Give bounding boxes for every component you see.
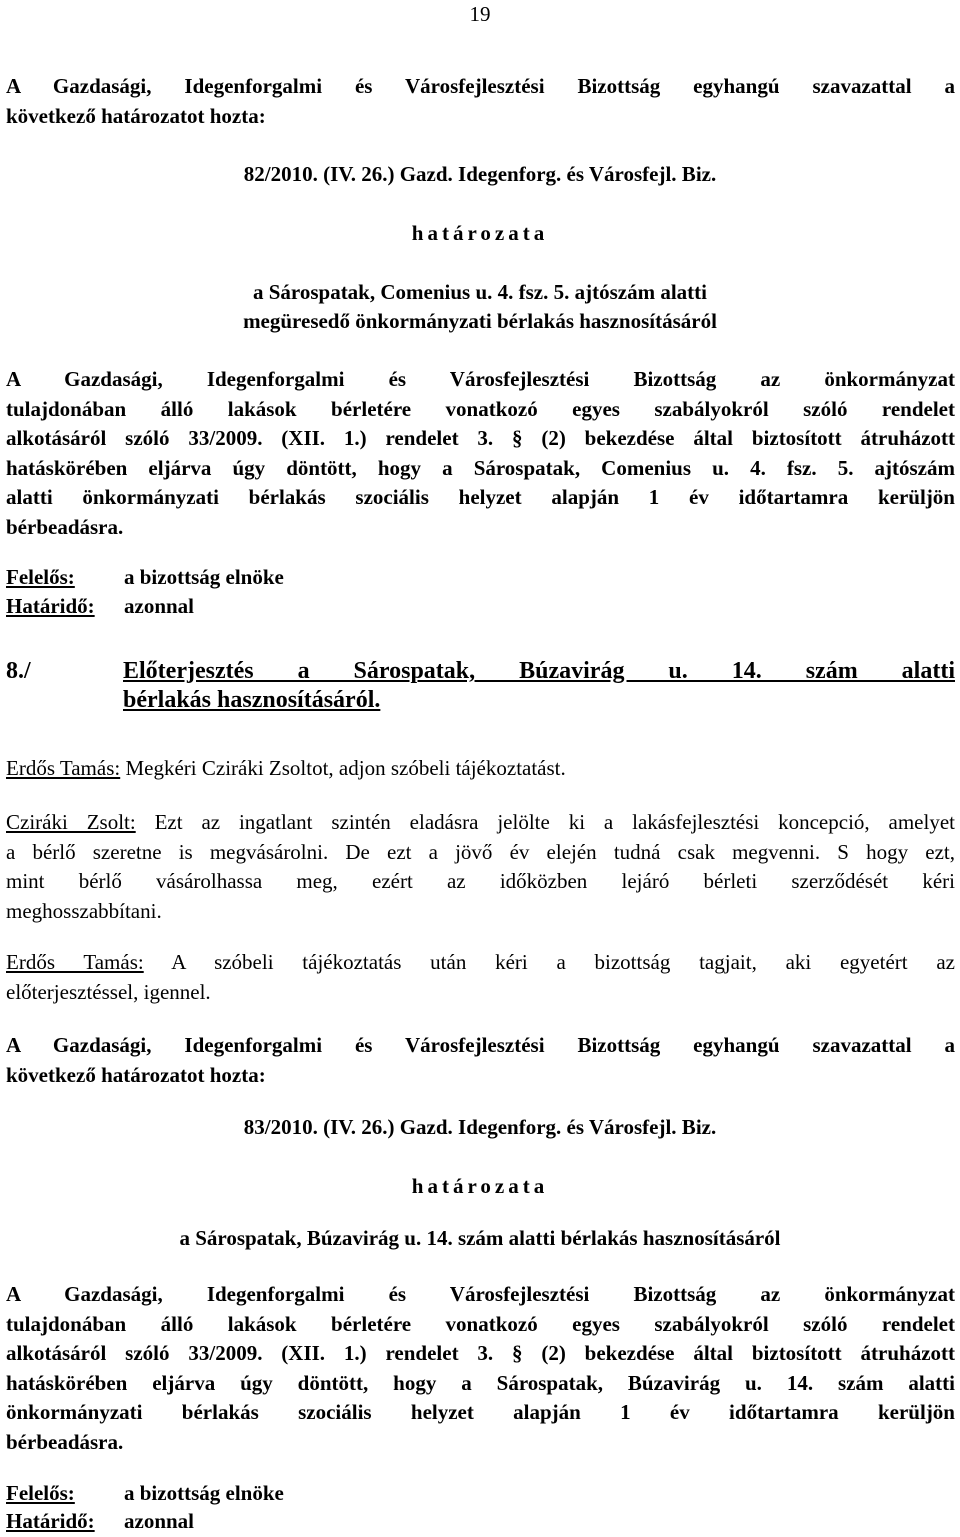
deadline-value: azonnal [124,594,195,618]
resolution-heading-2: határozata [411,1174,549,1198]
body-line: A Gazdasági, Idegenforgalmi és Városfejlesztési Bizottság az önkormányzat [6,1282,955,1306]
deadline-label: Határidő: [6,1509,95,1533]
agenda-title [123,657,955,715]
intro-line: következő határozatot hozta: [6,103,266,128]
resolution-heading-1: határozata [411,221,549,245]
speech-line: előterjesztéssel, igennel. [6,979,211,1004]
body-line: hatáskörében eljárva úgy döntött, hogy a Sárospatak, Búzavirág u. 14. szám alatti [6,1370,955,1395]
speech-text: A szóbeli tájékoztatás után kéri a bizottság tagjait, aki egyetért az [143,950,955,974]
responsible-label: Felelős: [6,565,75,589]
speech-line [6,808,955,838]
responsible-label: Felelős: [6,1481,75,1505]
speech-text: Megkéri Cziráki Zsoltot, adjon szóbeli tájékoztatást. [120,756,566,780]
discussion-paragraph-2 [6,808,955,926]
agenda-title-line: Előterjesztés a Sárospatak, Búzavirág u. 14. szám alatti [123,658,955,684]
body-line: bérbeadásra. [6,514,124,539]
body-line: tulajdonában álló lakások bérletére vonatkozó egyes szabályokról szóló rendelet [6,1311,955,1336]
page-number: 19 [469,2,491,26]
resolution-intro-2 [6,1031,955,1090]
body-line: bérbeadásra. [6,1429,124,1454]
speaker-name: Erdős Tamás: [6,950,144,974]
responsible-value: a bizottság elnöke [124,1481,284,1505]
body-line: alkotásáról szóló 33/2009. (XII. 1.) rendelet 3. § (2) bekezdése által biztosított átruházott [6,426,955,450]
speech-line [6,948,955,978]
body-line: hatáskörében eljárva úgy döntött, hogy a Sárospatak, Comenius u. 4. fsz. 5. ajtószám [6,455,955,480]
agenda-title-line: bérlakás hasznosításáról. [123,687,381,713]
deadline-value: azonnal [124,1509,195,1533]
speaker-name: Erdős Tamás: [6,756,121,780]
body-line: alatti önkormányzati bérlakás szociális helyzet alapján 1 év időtartamra kerüljön [6,485,955,509]
agenda-number: 8./ [6,658,31,684]
deadline-row-2 [6,1507,194,1537]
intro-line: A Gazdasági, Idegenforgalmi és Városfejlesztési Bizottság egyhangú szavazattal a [6,1033,955,1057]
resolution-number-1: 82/2010. (IV. 26.) Gazd. Idegenforg. és Városfejl. Biz. [243,162,717,186]
body-line: alkotásáról szóló 33/2009. (XII. 1.) rendelet 3. § (2) bekezdése által biztosított átruházott [6,1341,955,1365]
responsible-row-2 [6,1479,284,1509]
resolution-body-2 [6,1280,955,1457]
deadline-row-1 [6,592,194,622]
intro-line: A Gazdasági, Idegenforgalmi és Városfejlesztési Bizottság egyhangú szavazattal a [6,74,955,98]
body-line: tulajdonában álló lakások bérletére vonatkozó egyes szabályokról szóló rendelet [6,396,955,421]
resolution-subject-2: a Sárospatak, Búzavirág u. 14. szám alatti bérlakás hasznosításáról [179,1226,781,1250]
body-line: A Gazdasági, Idegenforgalmi és Városfejlesztési Bizottság az önkormányzat [6,367,955,391]
responsible-row-1 [6,563,284,593]
resolution-subject-1-line2: megüresedő önkormányzati bérlakás hasznosításáról [243,309,717,333]
discussion-paragraph-1 [6,754,955,784]
speech-line: a bérlő szeretne is megvásárolni. De ezt a jövő év elején tudná csak megvenni. S hogy ezt, [6,839,955,864]
resolution-body-1 [6,365,955,542]
deadline-label: Határidő: [6,594,95,618]
speech-line: meghosszabbítani. [6,898,162,923]
resolution-intro-1 [6,72,955,131]
responsible-value: a bizottság elnöke [124,565,284,589]
body-line: önkormányzati bérlakás szociális helyzet alapján 1 év időtartamra kerüljön [6,1400,955,1424]
resolution-number-2: 83/2010. (IV. 26.) Gazd. Idegenforg. és Városfejl. Biz. [243,1115,717,1139]
resolution-subject-1-line1: a Sárospatak, Comenius u. 4. fsz. 5. ajtószám alatti [252,280,708,304]
discussion-paragraph-3 [6,948,955,1007]
speech-line: mint bérlő vásárolhassa meg, ezért az időközben lejáró bérleti szerződését kéri [6,869,955,893]
speaker-name: Cziráki Zsolt: [6,810,136,834]
intro-line: következő határozatot hozta: [6,1062,266,1087]
speech-text: Ezt az ingatlant szintén eladásra jelölte ki a lakásfejlesztési koncepció, amelyet [135,810,955,834]
